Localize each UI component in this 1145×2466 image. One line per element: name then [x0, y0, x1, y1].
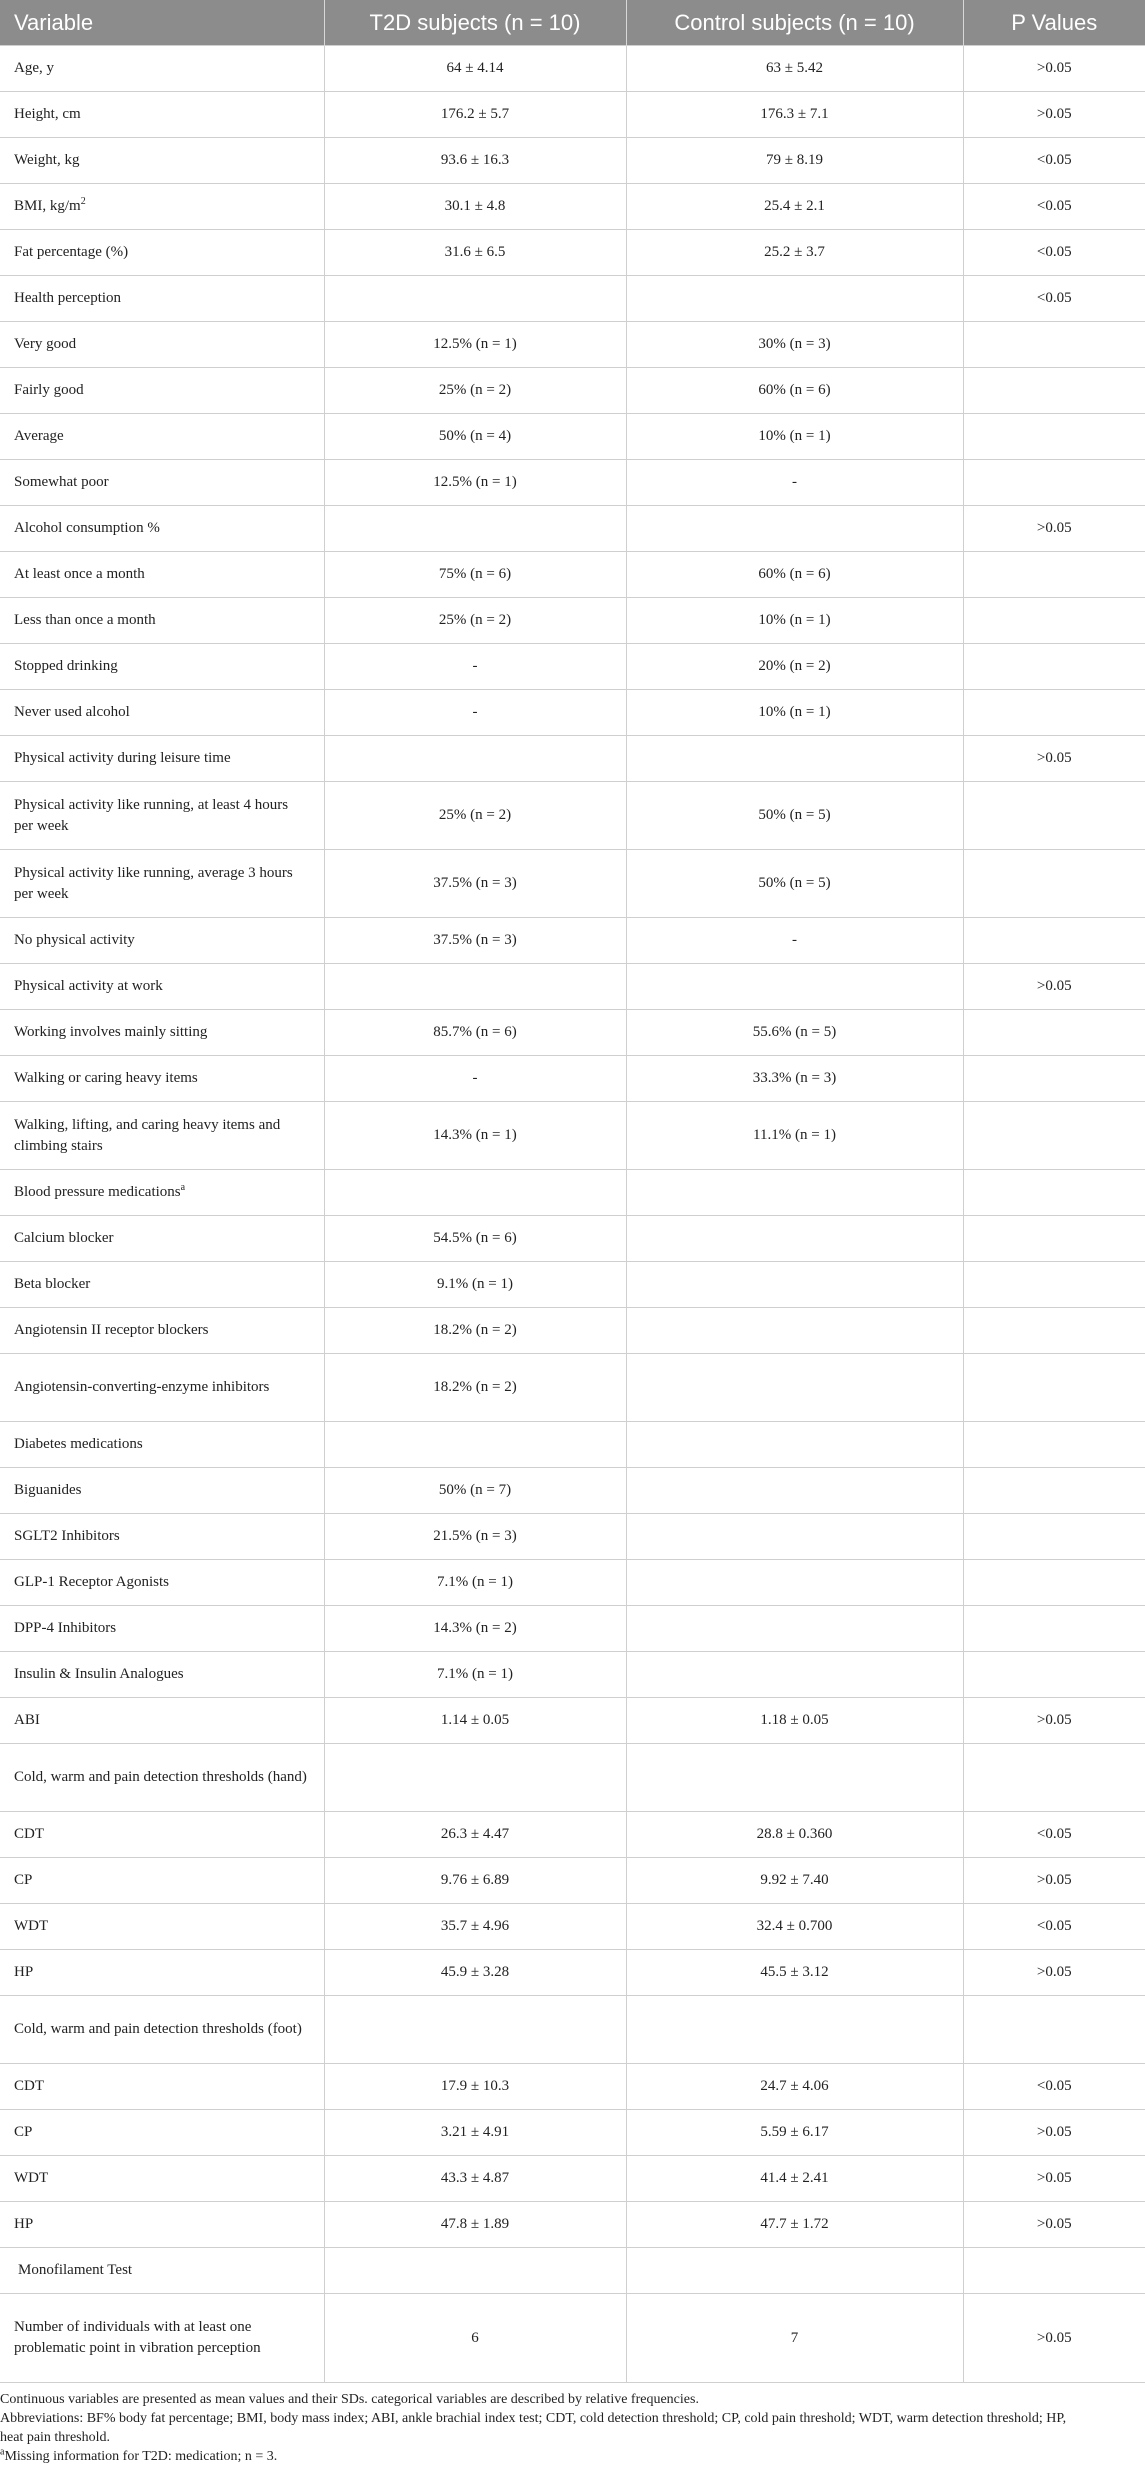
cell-p-value: >0.05: [963, 964, 1145, 1010]
cell-p-value: >0.05: [963, 2156, 1145, 2202]
cell-t2d-value: 25% (n = 2): [324, 782, 626, 850]
cell-control-value: [626, 964, 963, 1010]
cell-p-value: [963, 552, 1145, 598]
table-row: [0, 1904, 1145, 1950]
cell-t2d-value: 31.6 ± 6.5: [324, 230, 626, 276]
cell-control-value: -: [626, 918, 963, 964]
table-row: [0, 460, 1145, 506]
cell-p-value: <0.05: [963, 1904, 1145, 1950]
cell-p-value: >0.05: [963, 92, 1145, 138]
cell-p-value: <0.05: [963, 230, 1145, 276]
cell-t2d-value: 3.21 ± 4.91: [324, 2110, 626, 2156]
cell-t2d-value: 93.6 ± 16.3: [324, 138, 626, 184]
cell-control-value: [626, 1354, 963, 1422]
cell-variable: [0, 1950, 324, 1996]
cell-variable: [0, 1652, 324, 1698]
table-row: [0, 1858, 1145, 1904]
cell-variable: [0, 184, 324, 230]
table-row: [0, 1354, 1145, 1422]
table-row: [0, 1652, 1145, 1698]
variable-label: Weight, kg: [14, 152, 80, 168]
cell-t2d-value: 45.9 ± 3.28: [324, 1950, 626, 1996]
cell-control-value: [626, 1996, 963, 2064]
variable-label: Diabetes medications: [14, 1436, 143, 1452]
cell-t2d-value: [324, 2248, 626, 2294]
cell-t2d-value: 50% (n = 4): [324, 414, 626, 460]
table-row: [0, 2248, 1145, 2294]
variable-label: Health perception: [14, 290, 122, 306]
cell-p-value: <0.05: [963, 184, 1145, 230]
table-row: [0, 1514, 1145, 1560]
cell-variable: [0, 322, 324, 368]
cell-t2d-value: [324, 1996, 626, 2064]
variable-label: Biguanides: [14, 1482, 82, 1498]
cell-variable: [0, 2294, 324, 2383]
cell-variable: [0, 964, 324, 1010]
cell-variable: [0, 1904, 324, 1950]
cell-variable: [0, 1102, 324, 1170]
table-row: [0, 2294, 1145, 2383]
variable-label: WDT: [14, 1918, 49, 1934]
cell-control-value: [626, 1652, 963, 1698]
cell-variable: [0, 368, 324, 414]
variable-label: Calcium blocker: [14, 1230, 114, 1246]
cell-variable: [0, 1056, 324, 1102]
variable-label: DPP-4 Inhibitors: [14, 1620, 117, 1636]
cell-p-value: [963, 598, 1145, 644]
footnote-abbreviations: Abbreviations: BF% body fat percentage; BMI, body mass index; ABI, ankle brachial index test; CDT, cold detection threshold; CP, cold pain threshold; WDT, warm detection threshold; HP,: [0, 2411, 1067, 2426]
variable-label: Alcohol consumption %: [14, 520, 160, 536]
variable-label: Angiotensin-converting-enzyme inhibitors: [14, 1379, 270, 1395]
cell-p-value: [963, 782, 1145, 850]
cell-t2d-value: -: [324, 644, 626, 690]
variable-label: Monofilament Test: [18, 2262, 133, 2278]
cell-p-value: >0.05: [963, 1698, 1145, 1744]
variable-label: Physical activity like running, at least 4 hours per week: [14, 796, 289, 834]
table-row: [0, 92, 1145, 138]
cell-variable: [0, 460, 324, 506]
cell-t2d-value: 17.9 ± 10.3: [324, 2064, 626, 2110]
footnote-missing-info: [0, 2447, 1145, 2466]
cell-variable: [0, 92, 324, 138]
variable-label: SGLT2 Inhibitors: [14, 1528, 120, 1544]
cell-control-value: 25.2 ± 3.7: [626, 230, 963, 276]
cell-t2d-value: 7.1% (n = 1): [324, 1560, 626, 1606]
cell-p-value: [963, 322, 1145, 368]
cell-t2d-value: 14.3% (n = 1): [324, 1102, 626, 1170]
cell-control-value: 32.4 ± 0.700: [626, 1904, 963, 1950]
cell-p-value: [963, 2248, 1145, 2294]
cell-t2d-value: 12.5% (n = 1): [324, 460, 626, 506]
cell-variable: [0, 506, 324, 552]
table-row: [0, 2110, 1145, 2156]
cell-t2d-value: 54.5% (n = 6): [324, 1216, 626, 1262]
variable-label: Working involves mainly sitting: [14, 1024, 208, 1040]
cell-t2d-value: [324, 1744, 626, 1812]
variable-label: Stopped drinking: [14, 658, 118, 674]
cell-p-value: >0.05: [963, 1950, 1145, 1996]
cell-p-value: <0.05: [963, 276, 1145, 322]
cell-variable: [0, 1698, 324, 1744]
cell-control-value: 60% (n = 6): [626, 368, 963, 414]
cell-control-value: 60% (n = 6): [626, 552, 963, 598]
table-row: [0, 368, 1145, 414]
cell-t2d-value: [324, 1170, 626, 1216]
cell-variable: [0, 1262, 324, 1308]
cell-variable: [0, 1560, 324, 1606]
cell-t2d-value: [324, 736, 626, 782]
cell-p-value: >0.05: [963, 46, 1145, 92]
cell-variable: [0, 1812, 324, 1858]
table-row: [0, 1010, 1145, 1056]
table-row: [0, 1698, 1145, 1744]
cell-control-value: [626, 1170, 963, 1216]
cell-t2d-value: [324, 506, 626, 552]
cell-p-value: [963, 1216, 1145, 1262]
cell-variable: [0, 1216, 324, 1262]
cell-t2d-value: 18.2% (n = 2): [324, 1354, 626, 1422]
table-row: [0, 782, 1145, 850]
table-row: [0, 138, 1145, 184]
cell-p-value: >0.05: [963, 2110, 1145, 2156]
table-row: [0, 1950, 1145, 1996]
cell-p-value: <0.05: [963, 2064, 1145, 2110]
cell-control-value: [626, 276, 963, 322]
cell-control-value: 41.4 ± 2.41: [626, 2156, 963, 2202]
cell-t2d-value: 6: [324, 2294, 626, 2383]
cell-variable: [0, 1606, 324, 1652]
cell-p-value: [963, 690, 1145, 736]
cell-p-value: <0.05: [963, 138, 1145, 184]
cell-variable: [0, 1010, 324, 1056]
cell-variable: [0, 1858, 324, 1904]
cell-variable: [0, 1354, 324, 1422]
table-row: [0, 1216, 1145, 1262]
variable-label: WDT: [14, 2170, 49, 2186]
cell-variable: [0, 1422, 324, 1468]
cell-control-value: 33.3% (n = 3): [626, 1056, 963, 1102]
cell-p-value: [963, 1468, 1145, 1514]
variable-label: CP: [14, 1872, 33, 1888]
cell-control-value: 55.6% (n = 5): [626, 1010, 963, 1056]
cell-t2d-value: 85.7% (n = 6): [324, 1010, 626, 1056]
cell-p-value: [963, 1514, 1145, 1560]
cell-t2d-value: 47.8 ± 1.89: [324, 2202, 626, 2248]
cell-variable: [0, 598, 324, 644]
cell-p-value: [963, 1056, 1145, 1102]
variable-label: Very good: [14, 336, 77, 352]
variable-label: CP: [14, 2124, 33, 2140]
cell-control-value: [626, 1422, 963, 1468]
cell-p-value: [963, 1308, 1145, 1354]
variable-label: At least once a month: [14, 566, 145, 582]
variable-label: Fat percentage (%): [14, 244, 129, 260]
cell-control-value: 7: [626, 2294, 963, 2383]
cell-variable: [0, 2064, 324, 2110]
cell-control-value: [626, 1468, 963, 1514]
table-row: [0, 1812, 1145, 1858]
variable-label: Age, y: [14, 60, 54, 76]
table-row: [0, 322, 1145, 368]
variable-label: BMI, kg/m: [14, 198, 81, 214]
cell-variable: [0, 1514, 324, 1560]
table-row: [0, 276, 1145, 322]
cell-variable: [0, 1996, 324, 2064]
cell-control-value: 45.5 ± 3.12: [626, 1950, 963, 1996]
cell-p-value: [963, 1996, 1145, 2064]
variable-label: GLP-1 Receptor Agonists: [14, 1574, 169, 1590]
cell-t2d-value: -: [324, 1056, 626, 1102]
variable-label: Cold, warm and pain detection thresholds (hand): [14, 1769, 307, 1785]
cell-control-value: 47.7 ± 1.72: [626, 2202, 963, 2248]
header-t2d-subjects: T2D subjects (n = 10): [324, 0, 626, 46]
cell-p-value: [963, 1652, 1145, 1698]
cell-control-value: [626, 1560, 963, 1606]
variable-label: Walking or caring heavy items: [14, 1070, 198, 1086]
cell-t2d-value: 43.3 ± 4.87: [324, 2156, 626, 2202]
header-variable: Variable: [0, 0, 324, 46]
table-row: [0, 644, 1145, 690]
cell-t2d-value: 64 ± 4.14: [324, 46, 626, 92]
cell-control-value: 50% (n = 5): [626, 850, 963, 918]
cell-variable: [0, 918, 324, 964]
table-row: [0, 1262, 1145, 1308]
cell-p-value: >0.05: [963, 506, 1145, 552]
footnote-abbreviations-cont: heat pain threshold.: [0, 2430, 111, 2445]
cell-control-value: 28.8 ± 0.360: [626, 1812, 963, 1858]
variable-label: ABI: [14, 1712, 40, 1728]
table-row: [0, 184, 1145, 230]
table-row: [0, 1606, 1145, 1652]
variable-label: Beta blocker: [14, 1276, 91, 1292]
cell-t2d-value: 176.2 ± 5.7: [324, 92, 626, 138]
cell-t2d-value: 50% (n = 7): [324, 1468, 626, 1514]
table-row: [0, 1170, 1145, 1216]
cell-p-value: [963, 1744, 1145, 1812]
cell-control-value: 50% (n = 5): [626, 782, 963, 850]
table-row: [0, 1056, 1145, 1102]
table-footnotes: [0, 2383, 1145, 2466]
cell-control-value: 63 ± 5.42: [626, 46, 963, 92]
cell-control-value: 25.4 ± 2.1: [626, 184, 963, 230]
table-row: [0, 1308, 1145, 1354]
cell-control-value: 11.1% (n = 1): [626, 1102, 963, 1170]
cell-t2d-value: 12.5% (n = 1): [324, 322, 626, 368]
cell-variable: [0, 2110, 324, 2156]
variable-label: Blood pressure medications: [14, 1184, 181, 1200]
table-header: [0, 0, 1145, 46]
variable-label: CDT: [14, 2078, 44, 2094]
cell-variable: [0, 414, 324, 460]
cell-control-value: 5.59 ± 6.17: [626, 2110, 963, 2156]
cell-control-value: [626, 2248, 963, 2294]
cell-t2d-value: [324, 276, 626, 322]
cell-variable: [0, 782, 324, 850]
variable-label: Number of individuals with at least one problematic point in vibration perception: [14, 2319, 261, 2356]
table-row: [0, 1468, 1145, 1514]
table-row: [0, 964, 1145, 1010]
table-row: [0, 2064, 1145, 2110]
table-row: [0, 230, 1145, 276]
cell-variable: [0, 2248, 324, 2294]
cell-t2d-value: 18.2% (n = 2): [324, 1308, 626, 1354]
footnote-continuous: Continuous variables are presented as mean values and their SDs. categorical variables are described by relative frequencies.: [0, 2392, 699, 2407]
cell-t2d-value: 14.3% (n = 2): [324, 1606, 626, 1652]
cell-t2d-value: -: [324, 690, 626, 736]
variable-label: Physical activity at work: [14, 978, 163, 994]
cell-p-value: >0.05: [963, 736, 1145, 782]
cell-control-value: 10% (n = 1): [626, 598, 963, 644]
variable-label: No physical activity: [14, 932, 135, 948]
variable-label: Somewhat poor: [14, 474, 109, 490]
cell-variable: [0, 46, 324, 92]
table-row: [0, 506, 1145, 552]
cell-p-value: [963, 850, 1145, 918]
table-body: [0, 46, 1145, 2383]
table-row: [0, 2156, 1145, 2202]
table-row: [0, 1996, 1145, 2064]
cell-variable: [0, 644, 324, 690]
cell-p-value: <0.05: [963, 1812, 1145, 1858]
table-row: [0, 552, 1145, 598]
cell-t2d-value: 9.76 ± 6.89: [324, 1858, 626, 1904]
variable-label: Average: [14, 428, 64, 444]
cell-control-value: [626, 1308, 963, 1354]
cell-p-value: [963, 918, 1145, 964]
variable-label: HP: [14, 1964, 34, 1980]
variable-label: Angiotensin II receptor blockers: [14, 1322, 209, 1338]
cell-p-value: [963, 1606, 1145, 1652]
variable-label: CDT: [14, 1826, 44, 1842]
cell-t2d-value: [324, 1422, 626, 1468]
variable-label: Fairly good: [14, 382, 84, 398]
variable-label: Physical activity like running, average 3 hours per week: [14, 864, 293, 902]
cell-control-value: 30% (n = 3): [626, 322, 963, 368]
cell-control-value: 10% (n = 1): [626, 414, 963, 460]
cell-t2d-value: 75% (n = 6): [324, 552, 626, 598]
footnote-marker: a: [0, 2446, 5, 2458]
variable-label: Less than once a month: [14, 612, 156, 628]
cell-t2d-value: 25% (n = 2): [324, 368, 626, 414]
variable-superscript: a: [180, 1182, 186, 1193]
cell-variable: [0, 138, 324, 184]
cell-variable: [0, 690, 324, 736]
cell-t2d-value: 9.1% (n = 1): [324, 1262, 626, 1308]
cell-control-value: [626, 1514, 963, 1560]
table-row: [0, 1422, 1145, 1468]
header-control-subjects: Control subjects (n = 10): [626, 0, 963, 46]
cell-variable: [0, 1744, 324, 1812]
cell-t2d-value: 37.5% (n = 3): [324, 850, 626, 918]
cell-p-value: >0.05: [963, 2294, 1145, 2383]
cell-variable: [0, 736, 324, 782]
cell-variable: [0, 2202, 324, 2248]
cell-control-value: [626, 736, 963, 782]
cell-control-value: 10% (n = 1): [626, 690, 963, 736]
variable-label: HP: [14, 2216, 34, 2232]
cell-variable: [0, 1170, 324, 1216]
cell-p-value: >0.05: [963, 1858, 1145, 1904]
variable-label: Cold, warm and pain detection thresholds (foot): [14, 2021, 302, 2037]
cell-t2d-value: 7.1% (n = 1): [324, 1652, 626, 1698]
cell-control-value: [626, 1262, 963, 1308]
cell-variable: [0, 1308, 324, 1354]
cell-variable: [0, 276, 324, 322]
cell-p-value: [963, 1010, 1145, 1056]
cell-t2d-value: 26.3 ± 4.47: [324, 1812, 626, 1858]
variable-label: Insulin & Insulin Analogues: [14, 1666, 184, 1682]
variable-label: Height, cm: [14, 106, 81, 122]
cell-control-value: [626, 1744, 963, 1812]
cell-control-value: [626, 1606, 963, 1652]
table-row: [0, 1102, 1145, 1170]
cell-t2d-value: 30.1 ± 4.8: [324, 184, 626, 230]
cell-control-value: 79 ± 8.19: [626, 138, 963, 184]
variable-superscript: 2: [80, 196, 86, 207]
cell-control-value: 20% (n = 2): [626, 644, 963, 690]
variable-label: Walking, lifting, and caring heavy items and climbing stairs: [14, 1116, 281, 1154]
cell-t2d-value: 21.5% (n = 3): [324, 1514, 626, 1560]
header-row: [0, 0, 1145, 46]
cell-control-value: -: [626, 460, 963, 506]
cell-t2d-value: 25% (n = 2): [324, 598, 626, 644]
table-row: [0, 598, 1145, 644]
variable-label: Physical activity during leisure time: [14, 750, 231, 766]
variable-label: Never used alcohol: [14, 704, 130, 720]
cell-variable: [0, 850, 324, 918]
cell-variable: [0, 230, 324, 276]
cell-p-value: >0.05: [963, 2202, 1145, 2248]
footnote-missing-text: Missing information for T2D: medication; n = 3.: [4, 2449, 278, 2464]
cell-p-value: [963, 1170, 1145, 1216]
table-row: [0, 690, 1145, 736]
cell-control-value: 24.7 ± 4.06: [626, 2064, 963, 2110]
table-row: [0, 1560, 1145, 1606]
cell-p-value: [963, 460, 1145, 506]
table-row: [0, 736, 1145, 782]
header-p-values: P Values: [963, 0, 1145, 46]
cell-control-value: 9.92 ± 7.40: [626, 1858, 963, 1904]
cell-control-value: [626, 1216, 963, 1262]
cell-control-value: 176.3 ± 7.1: [626, 92, 963, 138]
cell-p-value: [963, 1422, 1145, 1468]
cell-p-value: [963, 1354, 1145, 1422]
cell-control-value: 1.18 ± 0.05: [626, 1698, 963, 1744]
cell-control-value: [626, 506, 963, 552]
cell-variable: [0, 2156, 324, 2202]
cell-variable: [0, 1468, 324, 1514]
table-row: [0, 46, 1145, 92]
cell-p-value: [963, 1102, 1145, 1170]
table-row: [0, 850, 1145, 918]
table-row: [0, 1744, 1145, 1812]
cell-p-value: [963, 1262, 1145, 1308]
cell-t2d-value: [324, 964, 626, 1010]
cell-p-value: [963, 1560, 1145, 1606]
cell-t2d-value: 37.5% (n = 3): [324, 918, 626, 964]
cell-t2d-value: 35.7 ± 4.96: [324, 1904, 626, 1950]
cell-p-value: [963, 368, 1145, 414]
cell-variable: [0, 552, 324, 598]
table-row: [0, 414, 1145, 460]
cell-p-value: [963, 644, 1145, 690]
table-row: [0, 918, 1145, 964]
table-row: [0, 2202, 1145, 2248]
cell-p-value: [963, 414, 1145, 460]
cell-t2d-value: 1.14 ± 0.05: [324, 1698, 626, 1744]
